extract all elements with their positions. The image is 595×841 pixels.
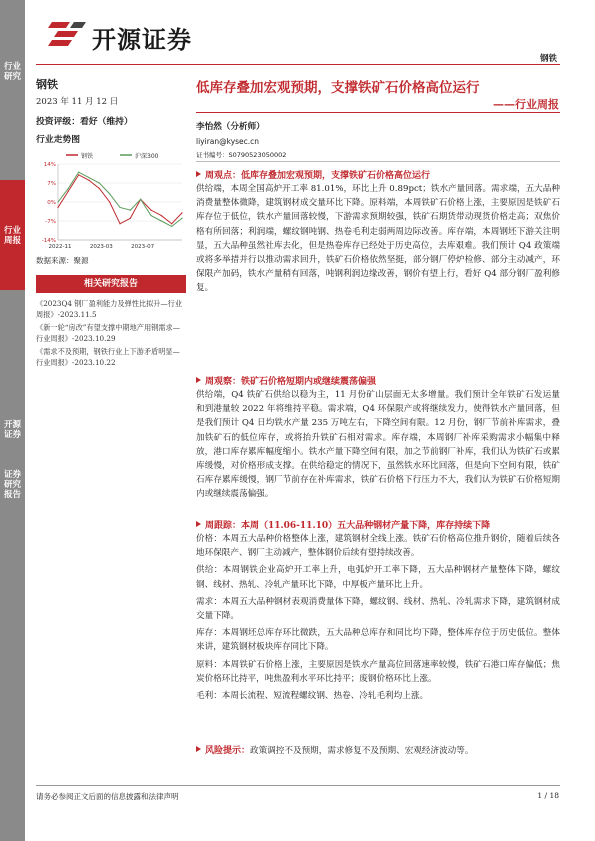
- sidebar-strip-top: [0, 0, 25, 180]
- data-point: [130, 218, 131, 219]
- footer-disclaimer: 请务必参阅正文后面的信息披露和法律声明: [36, 792, 179, 801]
- series-line-csi300: [58, 172, 182, 226]
- data-point: [119, 207, 120, 208]
- section-tracking-list: [196, 532, 560, 703]
- y-tick-label: 7%: [47, 181, 56, 187]
- y-tick-label: 14%: [43, 162, 56, 168]
- section-view-body: 供给端，本周全国高炉开工率 81.01%，环比上升 0.89pct；铁水产量回落。需求端，五大品种消费量整体微降，建筑钢材成交量环比下降。原料端，本周铁矿石价格上涨，主要原因是铁矿石库存位于低位，铁水产量回落较慢，下游需求预期较强，铁矿石期货带动现货价格走高；双焦价格有所回落；利润端，螺纹钢吨钢、热卷毛利走弱两周边际改善。库存端，本周钢坯下游关注明显，五大品种虽然社库去化，但是热卷库存已经处于历史高位，去库艰难。我们预计 Q4 政策端或将多举措并行以推动需求回升，铁矿石价格依然坚挺，部分钢厂停炉检修、部分主动减产，环保限产加码，铁水产量稍有回落，吨钢利润边缘改善，钢价有望上行，看好 Q4 部分钢厂盈利修复。: [196, 184, 560, 294]
- header-divider: [36, 64, 560, 65]
- data-point: [130, 210, 131, 211]
- data-point: [161, 220, 162, 221]
- data-point: [150, 210, 151, 211]
- tracking-item-price: 价格：本周五大品种价格整体上涨，建筑钢材全线上涨。铁矿石价格高位推升钢价，随着后续各地环保限产、钢厂主动减产，整体钢价后续有望持续改善。: [196, 534, 560, 559]
- analyst-name: 李怡然（分析师）: [196, 122, 265, 132]
- data-point: [171, 223, 172, 224]
- data-point: [99, 188, 100, 189]
- analyst-cert: 证书编号：S0790523050002: [196, 151, 287, 159]
- legend-label-csi300: 沪深300: [135, 153, 159, 160]
- data-point: [99, 182, 100, 183]
- data-point: [68, 188, 69, 189]
- legend-label-steel: 钢铁: [81, 153, 94, 160]
- analyst-email[interactable]: liyiran@kysec.cn: [196, 137, 260, 146]
- logo-icon: [48, 18, 88, 52]
- trend-title: 行业走势图: [36, 135, 80, 145]
- y-tick-label: 0%: [47, 200, 56, 206]
- related-report-item[interactable]: 《2023Q4 钢厂盈利能力及弹性比拟升—行业周报》-2023.11.5: [36, 299, 183, 319]
- report-title: 低库存叠加宏观预期，支撑铁矿石价格高位运行: [196, 80, 480, 96]
- footer-divider: [36, 785, 560, 786]
- section-view-title: [196, 168, 430, 181]
- industry-tag: 钢铁: [539, 54, 557, 64]
- sidebar-strip-red: [0, 180, 25, 290]
- related-report-item[interactable]: 《需求不及预期，钢铁行业上下游矛盾明显—行业周报》-2023.10.22: [36, 347, 180, 367]
- triangle-bullet-icon: [196, 746, 201, 752]
- data-point: [57, 201, 58, 202]
- data-point: [171, 226, 172, 227]
- data-point: [78, 174, 79, 175]
- trend-chart: [36, 150, 186, 260]
- page-number: 1 / 18: [537, 791, 559, 800]
- sidebar-strip-bottom: [0, 290, 25, 841]
- section-observation-body: 供给端，Q4 铁矿石供给以稳为主，11 月份矿山层面无太多增量。我们预计全年铁矿石发运量和到港量较 2022 年将维持平稳。需求端，Q4 环保限产或将继续发力，使得铁水产量回落，但是我们预计 Q4 日均铁水产量 235 万吨左右，下降空间有限。12 月份，钢厂节前补库需求，叠加铁矿石的低位库存，或将抬升铁矿石相对需求。库存端，本周钢厂补库采购需求小幅集中释放，港口库存累库幅度缩小。铁水产量下降空间有限，加之节前钢厂补库，我们认为铁矿石或累库缓慢，对价格形成支撑。在供给稳定的情况下，虽然铁水环比回落，但是向下空间有限，铁矿石库存累库缓慢，钢厂节前存在补库需求，铁矿石价格下行压力不大，我们认为铁矿石价格短期内或继续震荡偏强。: [196, 390, 560, 500]
- data-point: [161, 215, 162, 216]
- data-point: [150, 215, 151, 216]
- triangle-bullet-icon: [196, 171, 201, 177]
- tracking-item-demand: 需求：本周五大品种钢材表观消费量体下降，螺纹钢、线材、热轧、冷轧需求下降，建筑钢材成交量下降。: [196, 596, 560, 622]
- x-tick-label: 2023-07: [131, 244, 155, 250]
- sidebar-tag-report: 证券研究报告: [4, 470, 22, 500]
- data-point: [88, 177, 89, 178]
- data-point: [57, 207, 58, 208]
- investment-rating: 投资评级：看好（维持）: [36, 117, 133, 127]
- data-point: [181, 218, 182, 219]
- series-line-steel: [58, 175, 182, 224]
- tracking-item-inventory: 库存：本周钢坯总库存环比微跌，五大品种总库存和同比均下降，整体库存位于历史低位。整体来讲，建筑钢材板块库存同比下降。: [196, 628, 560, 653]
- tracking-item-supply: 供给：本周钢铁企业高炉开工率上升，电弧炉开工率下降，五大品种钢材产量整体下降，螺纹钢、线材、热轧、冷轧产量环比下降，中厚板产量环比上升。: [196, 565, 560, 590]
- risk-body: 政策调控不及预期，需求修复不及预期、宏观经济波动等。: [250, 746, 474, 756]
- title-divider: [196, 112, 560, 113]
- analyst-divider: [196, 161, 560, 162]
- section-risk: [196, 744, 560, 758]
- related-reports-title: 相关研究报告: [36, 275, 186, 293]
- related-reports-list: [36, 298, 186, 368]
- data-point: [109, 201, 110, 202]
- x-tick-label: 2022-11: [48, 244, 72, 250]
- y-tick-label: -7%: [45, 219, 56, 225]
- data-point: [181, 212, 182, 213]
- data-point: [68, 191, 69, 192]
- data-point: [119, 223, 120, 224]
- risk-title: 风险提示：: [205, 746, 251, 756]
- section-view-title-text: 周观点：低库存叠加宏观预期，支撑铁矿石价格高位运行: [205, 171, 431, 181]
- report-subtitle: ——行业周报: [493, 98, 559, 111]
- sidebar-tag-kysec: 开源证券: [4, 420, 22, 440]
- trend-chart-svg: [36, 150, 186, 260]
- section-observation-title-text: 周观察：铁矿石价格短期内或继续震荡偏强: [205, 377, 377, 387]
- y-tick-label: -14%: [41, 238, 56, 244]
- sidebar-tag-weekly: 行业周报: [4, 226, 22, 246]
- sidebar-tag-industry-research: 行业研究: [4, 62, 22, 82]
- section-observation-title: [196, 374, 376, 387]
- report-date: 2023 年 11 月 12 日: [36, 97, 119, 107]
- section-tracking-title-text: 周跟踪：本周（11.06-11.10）五大品种钢材产量下降，库存持续下降: [205, 521, 491, 531]
- section-tracking-title: [196, 518, 490, 531]
- data-point: [88, 180, 89, 181]
- related-report-item[interactable]: 《新一轮“房改”有望支撑中期地产用钢需求—行业周报》-2023.10.29: [36, 323, 180, 343]
- triangle-bullet-icon: [196, 377, 201, 383]
- industry-name: 钢铁: [36, 78, 58, 91]
- tracking-item-materials: 原料：本周铁矿石价格上涨，主要原因是铁水产量高位回落速率较慢，铁矿石港口库存偏低；焦炭价格环比持平，吨焦盈利水平环比持平；废钢价格环比上涨。: [196, 659, 560, 684]
- x-tick-label: 2023-03: [89, 244, 113, 250]
- tracking-item-margin: 毛利：本周长流程、短流程螺纹钢、热卷、冷轧毛利均上涨。: [196, 691, 429, 702]
- data-point: [78, 172, 79, 173]
- data-source: 数据来源：聚源: [36, 256, 89, 265]
- data-point: [140, 199, 141, 200]
- logo-text: 开源证券: [92, 26, 192, 54]
- data-point: [109, 193, 110, 194]
- triangle-bullet-icon: [196, 521, 201, 527]
